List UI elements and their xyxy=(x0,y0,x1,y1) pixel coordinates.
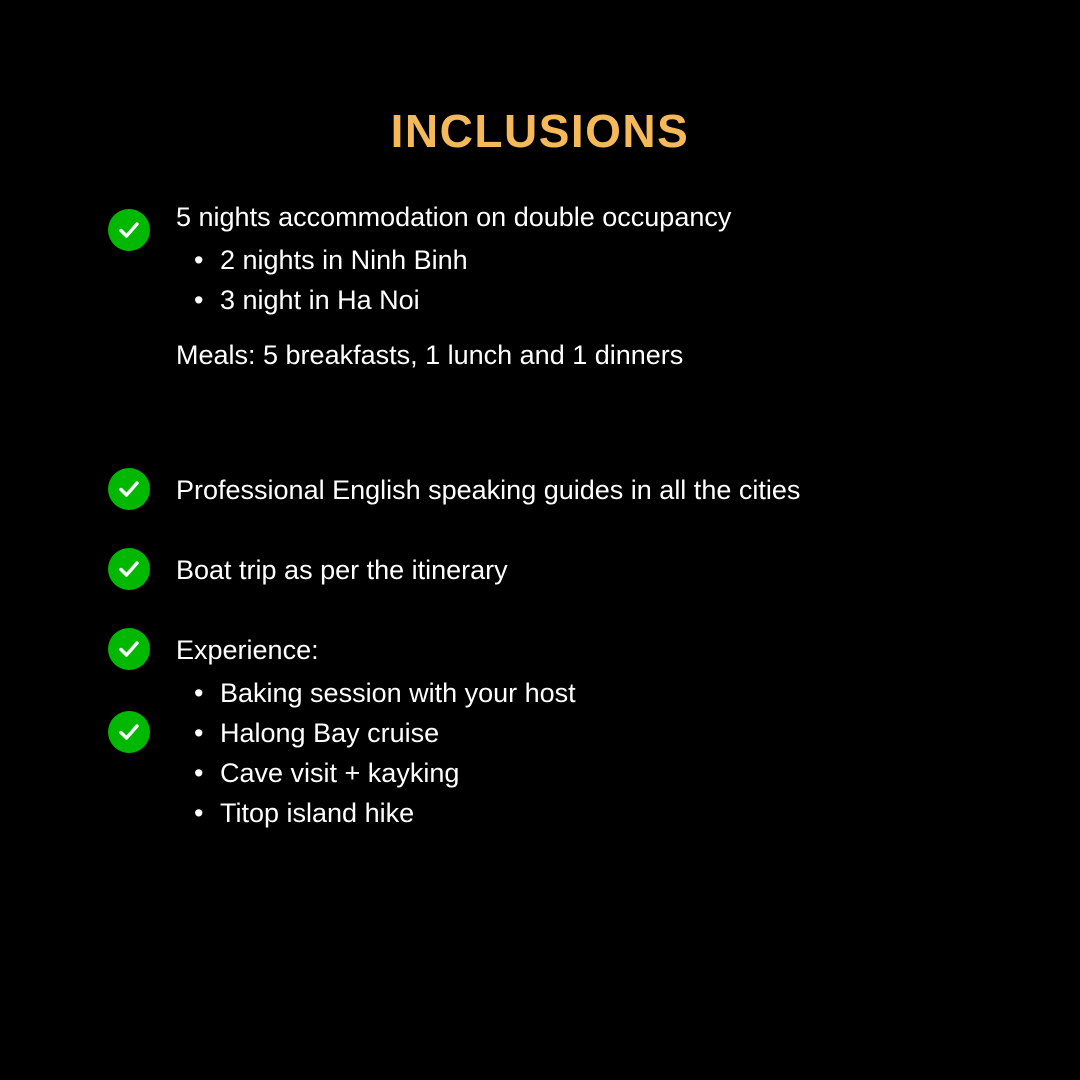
experience-sublist xyxy=(108,673,988,833)
inclusions-list xyxy=(108,200,988,833)
list-item: • 2 nights in Ninh Binh xyxy=(220,240,988,280)
meals-note: Meals: 5 breakfasts, 1 lunch and 1 dinners xyxy=(176,340,684,370)
check-circle-icon xyxy=(108,209,150,251)
inclusion-item-boat-trip xyxy=(108,548,988,594)
check-circle-icon xyxy=(108,711,150,753)
inclusion-heading: Professional English speaking guides in all the cities xyxy=(176,475,801,505)
inclusion-heading: Experience: xyxy=(176,635,319,665)
page-title: INCLUSIONS xyxy=(390,105,690,157)
inclusion-item-experience xyxy=(108,628,988,833)
check-circle-icon xyxy=(108,628,150,670)
inclusion-heading: Boat trip as per the itinerary xyxy=(176,555,508,585)
inclusion-sublist xyxy=(108,240,988,320)
inclusion-item-guides xyxy=(108,468,988,514)
check-circle-icon xyxy=(108,468,150,510)
inclusion-heading: 5 nights accommodation on double occupancy xyxy=(176,202,732,232)
list-item: • Halong Bay cruise xyxy=(220,713,988,753)
list-item: • Titop island hike xyxy=(220,793,988,833)
check-circle-icon xyxy=(108,548,150,590)
list-item: • Cave visit + kayking xyxy=(220,753,988,793)
list-item: • 3 night in Ha Noi xyxy=(220,280,988,320)
list-item: • Baking session with your host xyxy=(220,673,988,713)
inclusion-item-accommodation xyxy=(108,200,988,370)
